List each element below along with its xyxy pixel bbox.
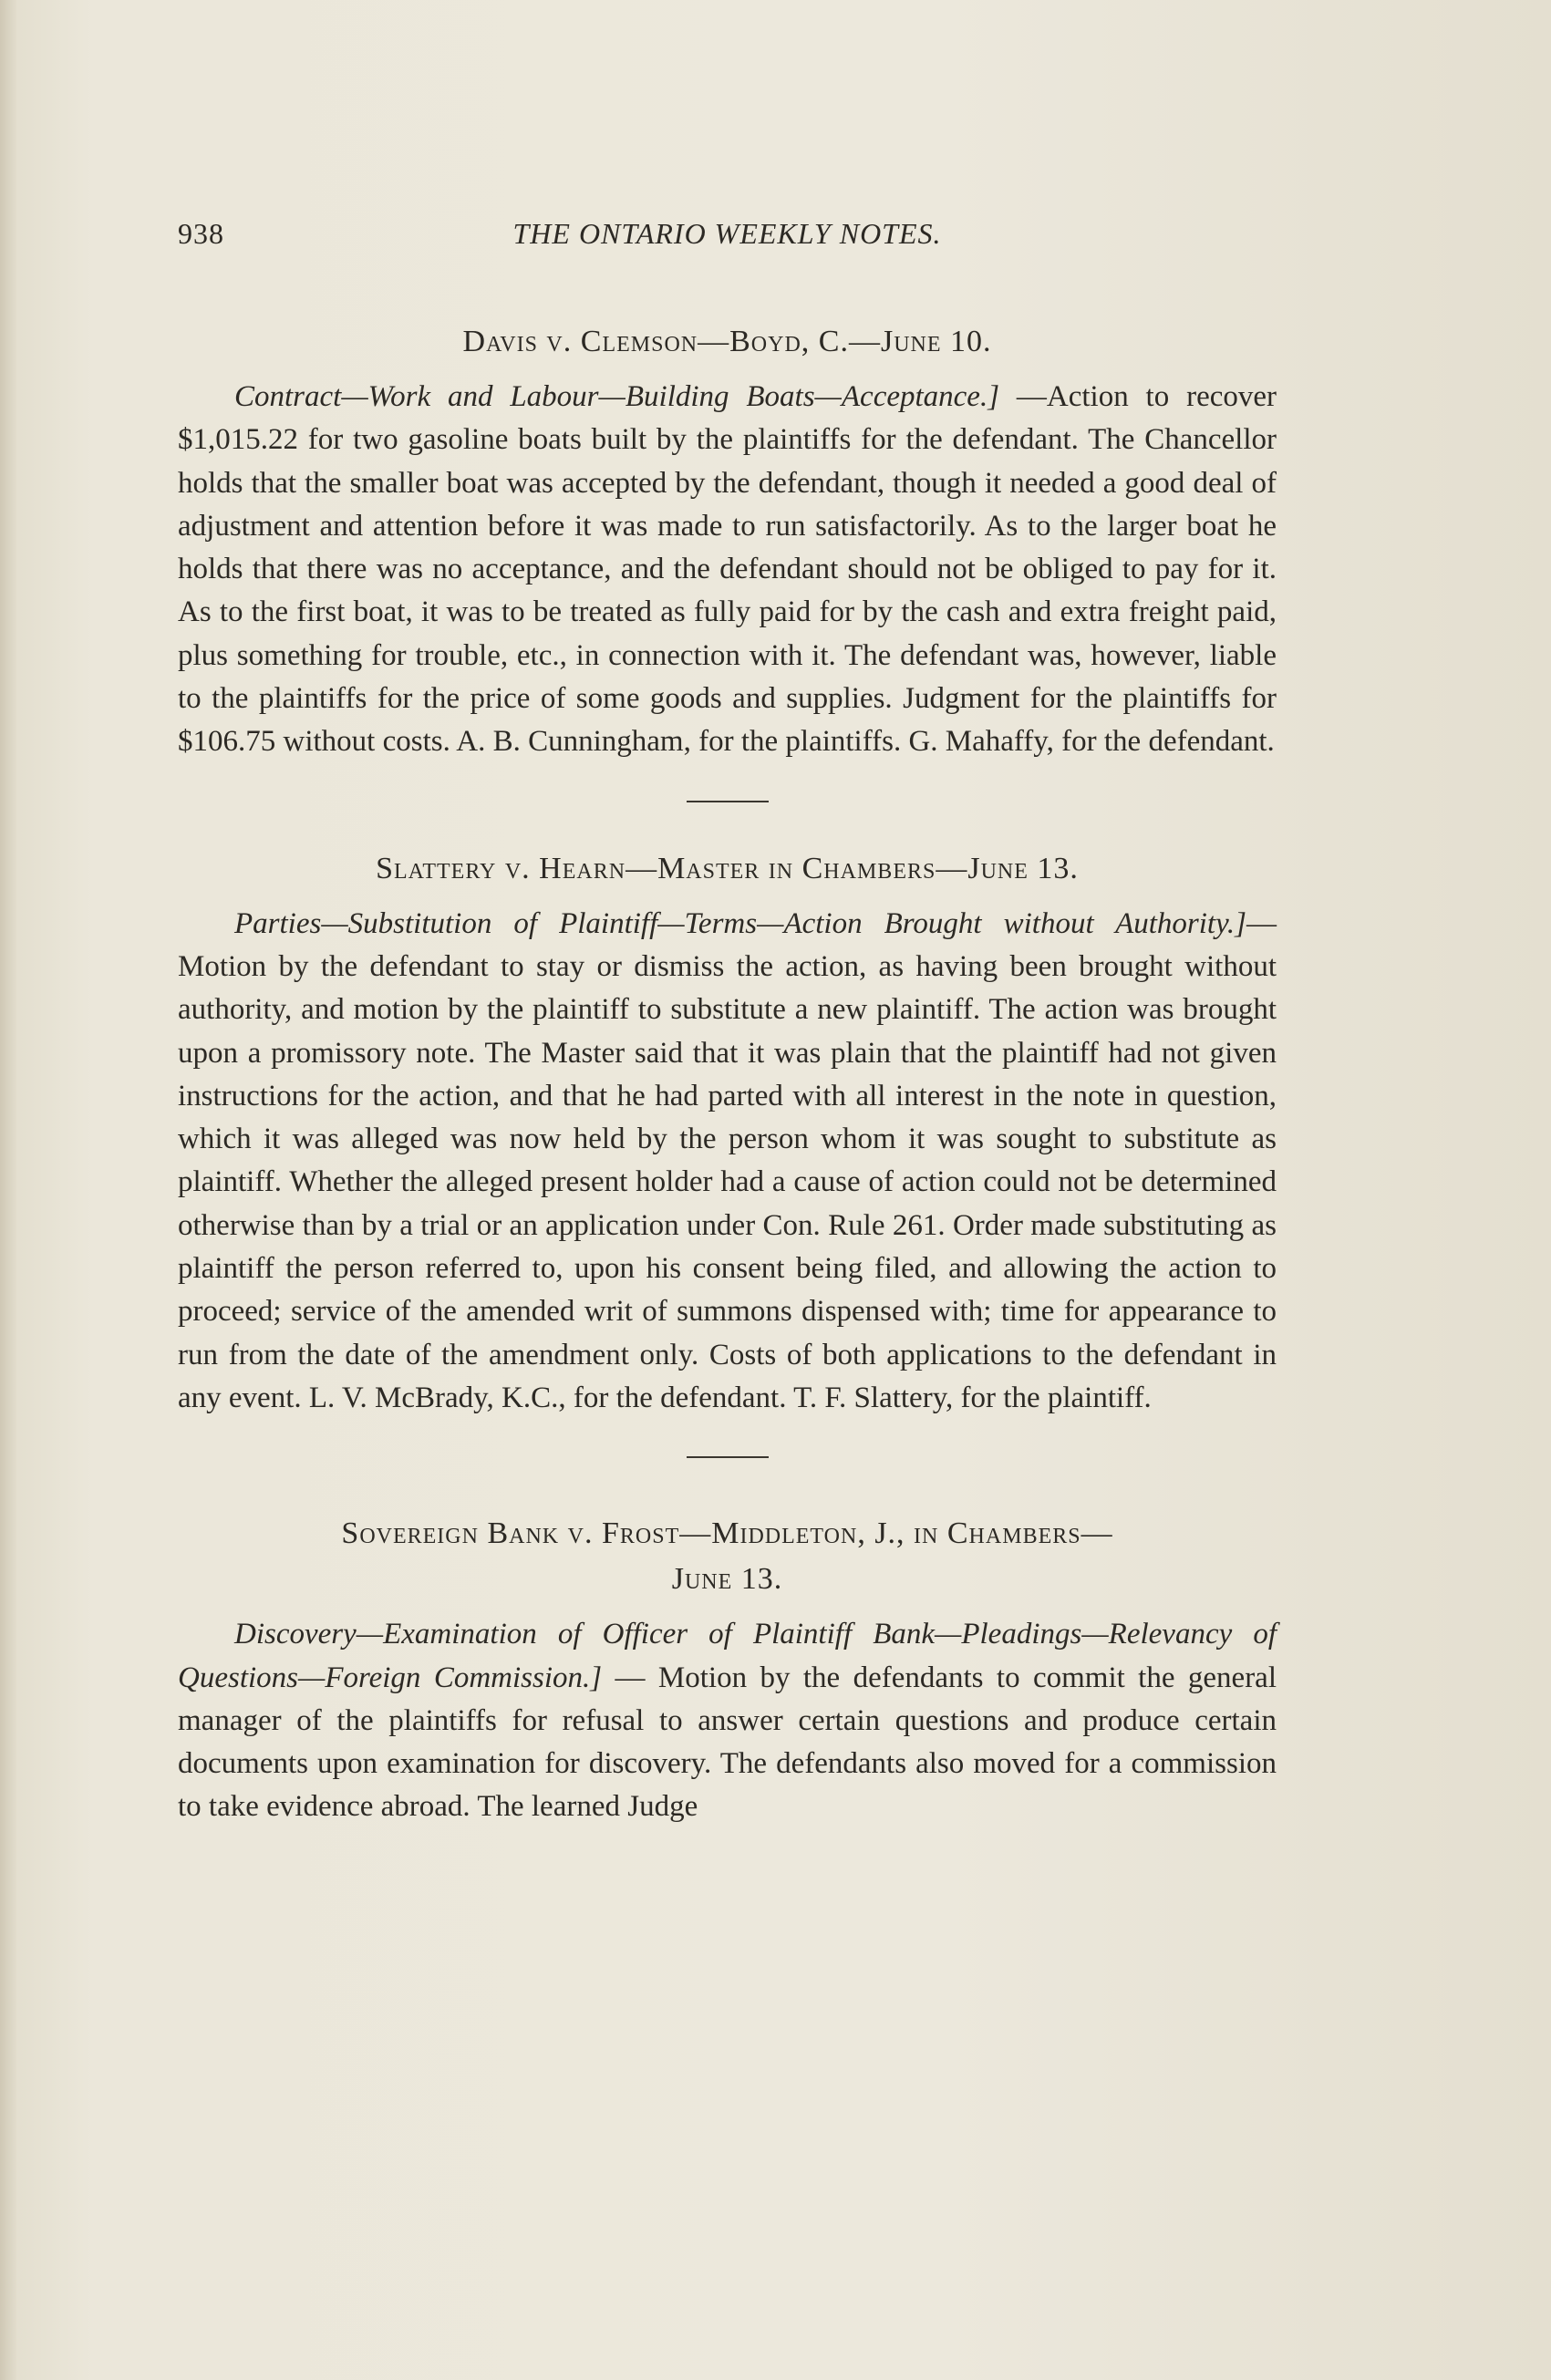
case-headnote: Parties—Substitution of Plaintiff—Terms—Action Brought without Authority.]: [234, 906, 1246, 940]
running-head: [178, 217, 1277, 263]
case-headnote: Discovery—Examination of Officer of Plaintiff Bank—Pleadings—Relevancy of Questions—Foreign Commission.]: [178, 1618, 1277, 1694]
case-davis-v-clemson: [178, 319, 1277, 764]
case-body: —Motion by the defendant to stay or dismiss the action, as having been brought without authority, and motion by the plaintiff to substitute a new plaintiff. The action was brought upon a promissory note. The Master said that it was plain that the plaintiff had not given instructions for the action, and that he had parted with all interest in the note in question, which it was alleged was now held by the person whom it was sought to substitute as plaintiff. Whether the alleged present holder had a cause of action could not be determined otherwise than by a trial or an application under Con. Rule 261. Order made substituting as plaintiff the person referred to, upon his consent being filed, and allowing the action to proceed; service of the amended writ of summons dispensed with; time for appearance to run from the date of the amendment only. Costs of both applications to the defendant in any event. L. V. McBrady, K.C., for the defendant. T. F. Slattery, for the plaintiff.: [178, 906, 1277, 1414]
case-heading-line-2: June 13.: [671, 1562, 783, 1597]
page-content: [178, 217, 1277, 1829]
case-text: [178, 903, 1277, 1421]
case-heading: Davis v. Clemson—Boyd, C.—June 10.: [462, 325, 992, 358]
section-divider: [687, 801, 769, 802]
case-body: — Motion by the defendants to commit the general manager of the plaintiffs for refusal to answer certain questions and produce certain documents upon examination for discovery. The defendants also moved for a commission to take evidence abroad. The learned Judge: [178, 1661, 1277, 1824]
case-text: [178, 376, 1277, 764]
case-heading-line-1: Sovereign Bank v. Frost—Middleton, J., in Chambers—: [341, 1516, 1113, 1551]
case-headnote: Contract—Work and Labour—Building Boats—Acceptance.]: [234, 380, 1000, 413]
page-spine-shadow: [0, 0, 16, 2380]
page-number: 938: [178, 217, 224, 250]
section-divider: [687, 1456, 769, 1458]
case-body: —Action to recover $1,015.22 for two gasoline boats built by the plaintiffs for the defendant. The Chancellor holds that the smaller boat was accepted by the defendant, though it needed a good deal of adjustment and attention before it was made to run satisfactorily. As to the larger boat he holds that there was no acceptance, and the defendant should not be obliged to pay for it. As to the first boat, it was to be treated as fully paid for by the cash and extra freight paid, plus something for trouble, etc., in connection with it. The defendant was, however, liable to the plaintiffs for the price of some goods and supplies. Judgment for the plaintiffs for $106.75 without costs. A. B. Cunningham, for the plaintiffs. G. Mahaffy, for the defendant.: [178, 380, 1277, 759]
case-sovereign-bank-v-frost: [178, 1511, 1277, 1828]
case-slattery-v-hearn: [178, 846, 1277, 1421]
case-text: [178, 1613, 1277, 1828]
journal-title: THE ONTARIO WEEKLY NOTES.: [512, 217, 942, 250]
case-heading: Slattery v. Hearn—Master in Chambers—June 13.: [376, 851, 1079, 885]
case-heading: [178, 1511, 1277, 1602]
